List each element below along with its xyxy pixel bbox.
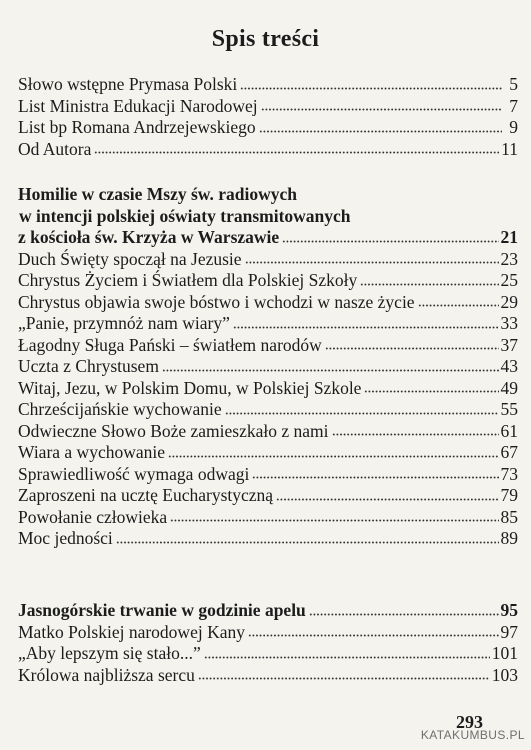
toc-entry: [18, 622, 518, 644]
toc-entry-title: Chrystus Życiem i Światłem dla Polskiej Szkoły: [18, 270, 358, 290]
dot-leader: [418, 295, 499, 309]
dot-leader: [240, 78, 502, 92]
dot-leader: [332, 424, 499, 438]
toc-entry: [18, 96, 518, 118]
toc-entry: [18, 356, 518, 378]
toc-entry-title: Wiara a wychowanie: [18, 442, 165, 462]
toc-entry: [18, 270, 518, 292]
dot-leader: [325, 338, 499, 352]
toc-entry: [18, 643, 518, 665]
page-title: Spis treści: [211, 26, 320, 52]
section-heading-page: 21: [500, 227, 518, 247]
toc-entry: [18, 507, 518, 529]
toc-entry-page: 25: [500, 270, 518, 290]
watermark: KATAKUMBUS.PL: [420, 728, 525, 742]
dot-leader: [170, 510, 498, 524]
dot-leader: [94, 142, 499, 156]
toc-entry: [18, 528, 518, 550]
toc-entry-title: Chrześcijańskie wychowanie: [18, 399, 222, 419]
toc-entry-page: 85: [500, 506, 518, 527]
toc-section-homilie: [18, 184, 518, 550]
toc-section-jasnogorskie: [18, 600, 518, 686]
toc-entry: [18, 665, 518, 687]
toc-entry-title: List bp Romana Andrzejewskiego: [18, 117, 256, 137]
toc-entry-title: „Aby lepszym się stało...”: [18, 643, 201, 663]
toc-entry-title: Królowa najbliższa sercu: [18, 664, 195, 685]
toc-entry-page: 43: [500, 356, 518, 376]
section-heading-entry: [18, 600, 518, 622]
toc-group-intro: [18, 74, 518, 160]
toc-entry-page: 89: [500, 528, 518, 548]
dot-leader: [248, 625, 499, 639]
toc-entry-title: Zaproszeni na ucztę Eucharystyczną: [18, 485, 274, 505]
toc-entry-title: „Panie, przymnóż nam wiary”: [18, 313, 230, 333]
toc-entry-page: 101: [491, 643, 518, 663]
toc-entry: [18, 117, 518, 139]
toc-entry-page: 55: [500, 399, 518, 419]
toc-entry-page: 9: [509, 117, 518, 137]
toc-entry-title: Moc jedności: [18, 528, 113, 548]
toc-entry: [18, 399, 518, 421]
dot-leader: [282, 231, 498, 245]
section-heading-page: 95: [500, 600, 518, 620]
dot-leader: [204, 647, 490, 661]
toc-entry: [18, 485, 518, 507]
dot-leader: [198, 668, 490, 682]
dot-leader: [261, 99, 502, 113]
section-heading-line: w intencji polskiej oświaty transmitowanych: [19, 205, 351, 226]
toc-entry-page: 29: [500, 291, 518, 312]
toc-entry-title: Łagodny Sługa Pański – światłem narodów: [18, 334, 322, 355]
toc-entry-title: List Ministra Edukacji Narodowej: [18, 95, 258, 116]
toc-entry-page: 5: [509, 74, 518, 94]
dot-leader: [364, 381, 498, 395]
toc-entry: [18, 139, 518, 161]
dot-leader: [245, 252, 499, 266]
page-number: 293: [456, 712, 483, 732]
section-heading-title: Jasnogórskie trwanie w godzinie apelu: [18, 600, 306, 620]
section-heading-title: z kościoła św. Krzyża w Warszawie: [18, 227, 280, 247]
toc-entry: [18, 335, 518, 357]
toc-entry: [18, 378, 518, 400]
toc-entry-page: 61: [500, 420, 518, 441]
toc-entry-title: Uczta z Chrystusem: [18, 356, 159, 376]
toc-entry-title: Sprawiedliwość wymaga odwagi: [18, 463, 250, 484]
toc-entry-page: 67: [500, 442, 518, 462]
toc-entry-page: 11: [501, 138, 518, 159]
dot-leader: [162, 360, 499, 374]
section-heading-entry: [18, 227, 518, 249]
toc-entry-page: 49: [500, 377, 518, 398]
dot-leader: [168, 446, 499, 460]
dot-leader: [309, 604, 499, 618]
toc-entry-title: Odwieczne Słowo Boże zamieszkało z nami: [18, 420, 329, 441]
dot-leader: [116, 532, 499, 546]
toc-entry-title: Chrystus objawia swoje bóstwo i wchodzi w nasze życie: [18, 291, 415, 312]
toc-entry: [18, 442, 518, 464]
dot-leader: [225, 403, 499, 417]
dot-leader: [252, 467, 498, 481]
dot-leader: [259, 121, 502, 135]
section-heading-line: Homilie w czasie Mszy św. radiowych: [18, 184, 297, 204]
toc-entry: [18, 249, 518, 271]
toc-entry-page: 33: [500, 313, 518, 333]
dot-leader: [360, 274, 498, 288]
dot-leader: [233, 317, 499, 331]
toc-entry-page: 97: [500, 621, 518, 642]
toc-entry-title: Matko Polskiej narodowej Kany: [18, 621, 245, 642]
dot-leader: [276, 489, 498, 503]
toc-entry-page: 73: [500, 463, 518, 484]
toc-entry-page: 37: [500, 334, 518, 355]
toc-entry-title: Duch Święty spoczął na Jezusie: [18, 248, 242, 269]
toc-entry: [18, 292, 518, 314]
toc-entry-title: Od Autora: [18, 138, 92, 159]
toc-entry: [18, 464, 518, 486]
toc-entry-page: 103: [491, 664, 518, 685]
toc-entry-page: 79: [500, 485, 518, 505]
toc-entry: [18, 421, 518, 443]
toc-entry-title: Słowo wstępne Prymasa Polski: [18, 74, 238, 94]
toc-entry-page: 7: [509, 95, 518, 116]
toc-entry-title: Powołanie człowieka: [18, 506, 168, 527]
toc-entry: [18, 74, 518, 96]
toc-entry-page: 23: [500, 248, 518, 269]
toc-entry-title: Witaj, Jezu, w Polskim Domu, w Polskiej Szkole: [18, 377, 362, 398]
toc-entry: [18, 313, 518, 335]
